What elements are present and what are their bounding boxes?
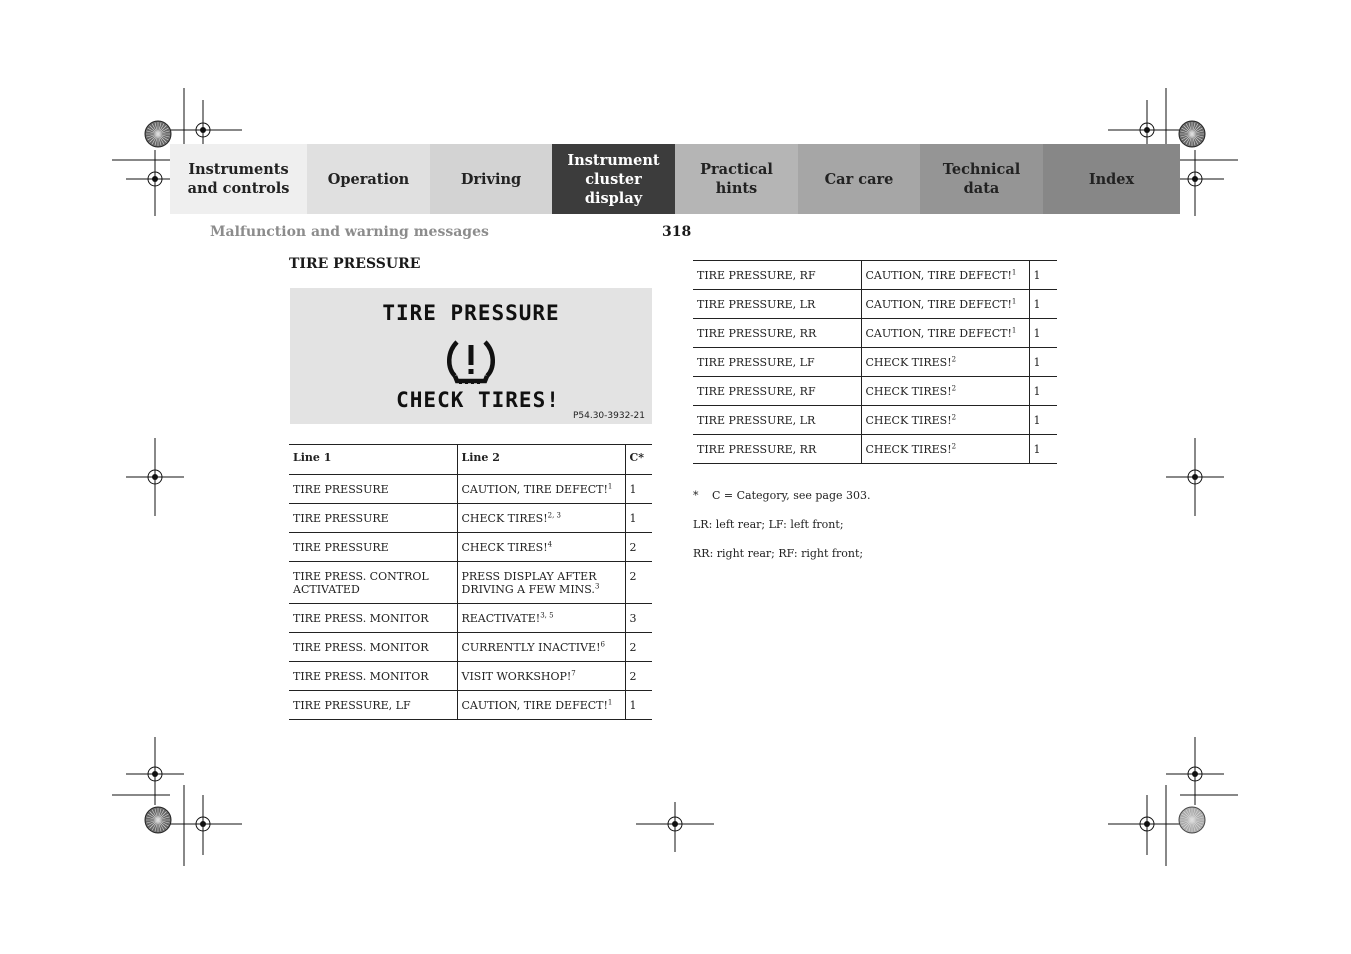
cell-line2-text: CHECK TIRES!: [865, 356, 952, 369]
cell-line2-text: CAUTION, TIRE DEFECT!: [865, 269, 1012, 282]
cluster-display-illustration: [290, 288, 652, 424]
cell-line2-text: CAUTION, TIRE DEFECT!: [865, 327, 1012, 340]
table-row: [693, 290, 1057, 319]
table-row: [693, 435, 1057, 464]
table-row: [289, 662, 652, 691]
page-number: 318: [662, 224, 692, 240]
tab-driving[interactable]: Driving: [430, 144, 552, 214]
cell-line1: TIRE PRESSURE, RF: [693, 261, 861, 290]
messages-table-left: [289, 444, 652, 720]
cell-line1: TIRE PRESSURE, RR: [693, 319, 861, 348]
cell-line2-text: CHECK TIRES!: [865, 443, 952, 456]
footnote-ref: 3: [594, 582, 600, 591]
tab-instrument-cluster-display[interactable]: Instrument cluster display: [552, 144, 675, 214]
cell-line2: [457, 633, 625, 662]
section-tabs: [170, 144, 1180, 214]
footnote-star: *: [693, 489, 699, 502]
cell-line2: [861, 261, 1029, 290]
messages-table-right: [693, 260, 1057, 464]
footnote-ref: 2: [951, 413, 957, 422]
cell-category: 1: [625, 504, 652, 533]
cell-line1: TIRE PRESSURE, RF: [693, 377, 861, 406]
table-row: [289, 475, 652, 504]
figure-reference: P54.30-3932-21: [572, 411, 645, 421]
cell-category: 1: [625, 691, 652, 720]
cell-category: 2: [625, 533, 652, 562]
tab-technical-data[interactable]: Technical data: [920, 144, 1043, 214]
table-row: [693, 319, 1057, 348]
cell-line2-text: CAUTION, TIRE DEFECT!: [461, 483, 608, 496]
cell-line2-text: CHECK TIRES!: [461, 512, 548, 525]
footnote-ref: 1: [607, 482, 613, 491]
footnote-ref: 2: [951, 442, 957, 451]
tire-pressure-warning-icon: [443, 336, 499, 386]
footnote-ref: 1: [1011, 297, 1017, 306]
category-footnote: [693, 489, 871, 502]
table-row: [693, 261, 1057, 290]
cell-line2: [861, 319, 1029, 348]
table-row: [693, 348, 1057, 377]
cell-line2: [457, 475, 625, 504]
cell-line2-text: CHECK TIRES!: [865, 385, 952, 398]
cell-line2: [861, 348, 1029, 377]
cell-line2-text: CURRENTLY INACTIVE!: [461, 641, 601, 654]
cell-category: 1: [1029, 406, 1057, 435]
section-heading: Malfunction and warning messages: [210, 224, 489, 240]
footnote-ref: 4: [547, 540, 553, 549]
cell-line2-text: CAUTION, TIRE DEFECT!: [865, 298, 1012, 311]
cell-category: 1: [1029, 261, 1057, 290]
table-row: [289, 604, 652, 633]
cell-line2: [861, 290, 1029, 319]
cell-line1: TIRE PRESS. MONITOR: [289, 604, 457, 633]
cell-category: 2: [625, 562, 652, 604]
cell-category: 2: [625, 633, 652, 662]
cell-line2: [861, 435, 1029, 464]
cell-line2-text: PRESS DISPLAY AFTER DRIVING A FEW MINS.: [461, 570, 597, 596]
table-row: [289, 562, 652, 604]
cell-line2: [457, 504, 625, 533]
cell-line2: [457, 533, 625, 562]
cell-line1: TIRE PRESSURE: [289, 504, 457, 533]
cell-category: 1: [1029, 435, 1057, 464]
cell-line2-text: CHECK TIRES!: [461, 541, 548, 554]
cell-category: 1: [625, 475, 652, 504]
table-row: [693, 406, 1057, 435]
cell-category: 1: [1029, 348, 1057, 377]
footnote-ref: 3, 5: [540, 611, 554, 620]
table-row: [289, 504, 652, 533]
table-row: [289, 533, 652, 562]
cell-line1: TIRE PRESS. CONTROL ACTIVATED: [289, 562, 457, 604]
abbrev-left: LR: left rear; LF: left front;: [693, 518, 844, 531]
cell-line2: [457, 562, 625, 604]
table-row: [693, 377, 1057, 406]
tab-operation[interactable]: Operation: [307, 144, 430, 214]
footnote-ref: 2: [951, 355, 957, 364]
col-header-line1: Line 1: [289, 445, 457, 475]
table-row: [289, 633, 652, 662]
tab-index[interactable]: Index: [1043, 144, 1180, 214]
tab-practical-hints[interactable]: Practical hints: [675, 144, 798, 214]
cell-line2: [861, 406, 1029, 435]
cell-line1: TIRE PRESS. MONITOR: [289, 662, 457, 691]
display-line-2: CHECK TIRES!: [396, 388, 560, 412]
cell-category: 2: [625, 662, 652, 691]
cell-line2: [861, 377, 1029, 406]
cell-category: 1: [1029, 290, 1057, 319]
cell-line2-text: CHECK TIRES!: [865, 414, 952, 427]
footnote-ref: 7: [571, 669, 576, 678]
cell-category: 1: [1029, 377, 1057, 406]
cell-line2-text: CAUTION, TIRE DEFECT!: [461, 699, 608, 712]
cell-line1: TIRE PRESSURE, LF: [289, 691, 457, 720]
cell-line2: [457, 691, 625, 720]
cell-line2: [457, 604, 625, 633]
tab-car-care[interactable]: Car care: [798, 144, 920, 214]
cell-line1: TIRE PRESSURE, LF: [693, 348, 861, 377]
cell-line2-text: VISIT WORKSHOP!: [461, 670, 572, 683]
col-header-line2: Line 2: [457, 445, 625, 475]
cell-line2: [457, 662, 625, 691]
cell-line1: TIRE PRESS. MONITOR: [289, 633, 457, 662]
footnote-ref: 2, 3: [547, 511, 561, 520]
cell-category: 3: [625, 604, 652, 633]
cell-line1: TIRE PRESSURE, RR: [693, 435, 861, 464]
cell-line1: TIRE PRESSURE, LR: [693, 406, 861, 435]
table-row: [289, 691, 652, 720]
cell-line1: TIRE PRESSURE: [289, 533, 457, 562]
footnote-ref: 1: [607, 698, 613, 707]
footnote-ref: 2: [951, 384, 957, 393]
footnote-ref: 1: [1011, 326, 1017, 335]
abbrev-right: RR: right rear; RF: right front;: [693, 547, 864, 560]
footnote-ref: 1: [1011, 268, 1017, 277]
page-title: TIRE PRESSURE: [289, 256, 421, 272]
cell-line2-text: REACTIVATE!: [461, 612, 541, 625]
footnote-ref: 6: [600, 640, 605, 649]
display-line-1: TIRE PRESSURE: [382, 301, 560, 325]
cell-line1: TIRE PRESSURE: [289, 475, 457, 504]
col-header-category: C*: [625, 445, 652, 475]
cell-line1: TIRE PRESSURE, LR: [693, 290, 861, 319]
footnote-text: C = Category, see page 303.: [712, 489, 871, 502]
cell-category: 1: [1029, 319, 1057, 348]
tab-instruments-and-controls[interactable]: Instruments and controls: [170, 144, 307, 214]
